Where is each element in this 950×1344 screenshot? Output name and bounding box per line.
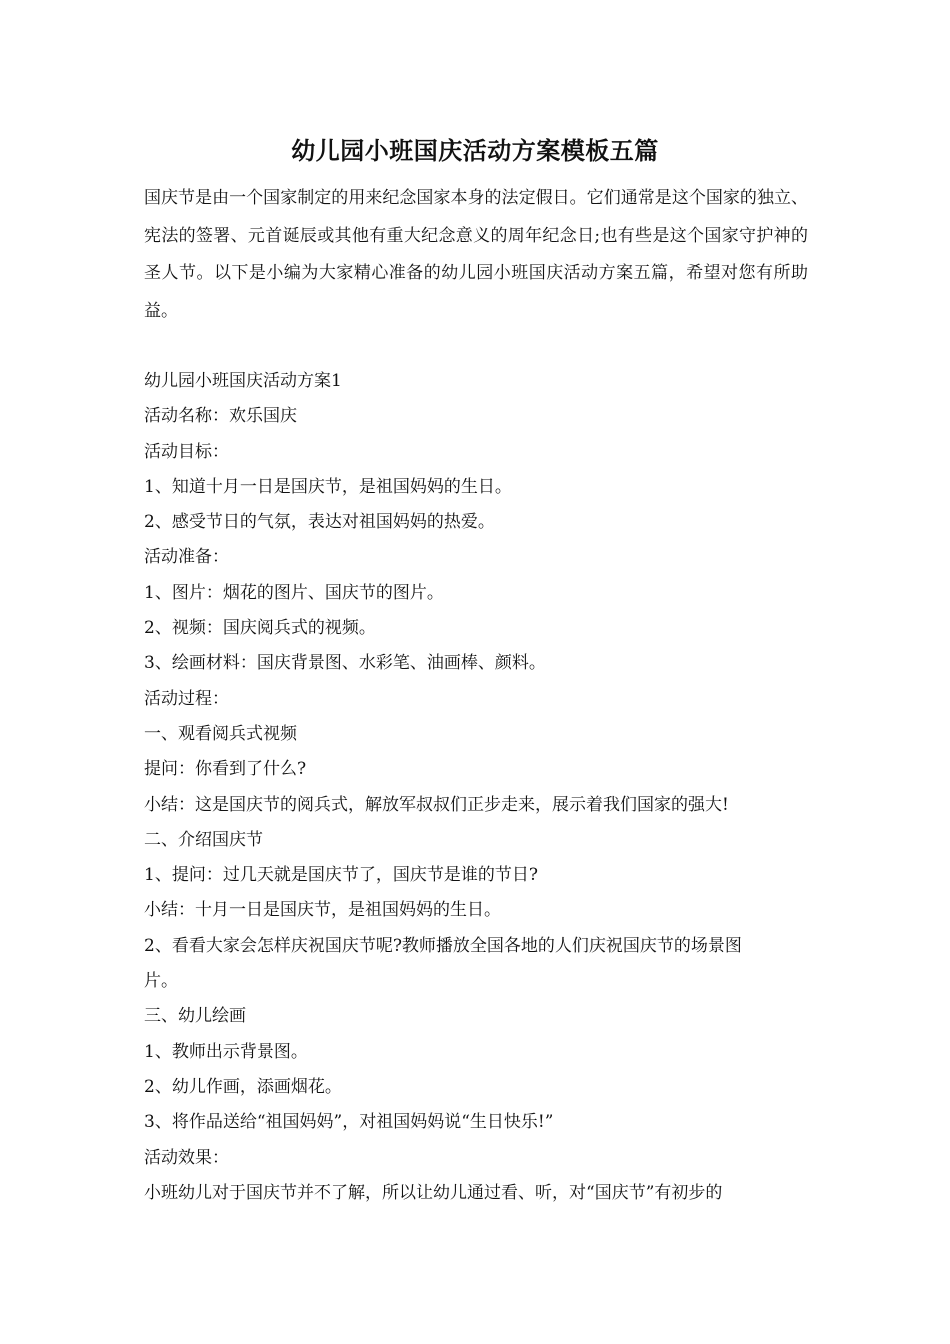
- text-line: 二、介绍国庆节: [144, 829, 263, 850]
- section-heading: 幼儿园小班国庆活动方案1: [144, 371, 342, 391]
- text-line: 提问：你看到了什么?: [144, 759, 307, 780]
- intro-paragraph: 国庆节是由一个国家制定的用来纪念国家本身的法定假日。它们通常是这个国家的独立、宪法的签署、元首诞辰或其他有重大纪念意义的周年纪念日;也有些是这个国家守护神的圣人节。以下是小编为大家精心准备的幼儿园小班国庆活动方案五篇，希望对您有所助益。: [144, 188, 808, 321]
- text-line: 1、提问：过几天就是国庆节了，国庆节是谁的节日?: [144, 865, 538, 886]
- text-line: 1、图片：烟花的图片、国庆节的图片。: [144, 582, 444, 603]
- text-line: 1、教师出示背景图。: [144, 1041, 308, 1062]
- text-line: 活动目标：: [144, 441, 229, 462]
- text-line: 小结：十月一日是国庆节，是祖国妈妈的生日。: [144, 900, 501, 921]
- text-line: 2、看看大家会怎样庆祝国庆节呢?教师播放全国各地的人们庆祝国庆节的场景图: [144, 935, 742, 956]
- text-line: 活动效果：: [144, 1147, 229, 1168]
- text-line: 2、感受节日的气氛，表达对祖国妈妈的热爱。: [144, 512, 495, 533]
- text-line: 2、幼儿作画，添画烟花。: [144, 1076, 342, 1097]
- text-line: 2、视频：国庆阅兵式的视频。: [144, 618, 376, 639]
- document-title: 幼儿园小班国庆活动方案模板五篇: [291, 136, 659, 165]
- text-line: 活动过程：: [144, 688, 229, 709]
- text-line: 一、观看阅兵式视频: [144, 723, 297, 744]
- text-line: 活动准备：: [144, 547, 229, 568]
- text-line: 片。: [144, 971, 178, 992]
- body-lines: [144, 364, 808, 1211]
- text-line: 活动名称：欢乐国庆: [144, 406, 297, 427]
- text-line: 1、知道十月一日是国庆节，是祖国妈妈的生日。: [144, 476, 512, 497]
- text-line: 3、绘画材料：国庆背景图、水彩笔、油画棒、颜料。: [144, 653, 546, 674]
- text-line: 三、幼儿绘画: [144, 1006, 246, 1027]
- text-line: 3、将作品送给“祖国妈妈”，对祖国妈妈说“生日快乐!”: [144, 1112, 554, 1133]
- text-line: 小结：这是国庆节的阅兵式，解放军叔叔们正步走来，展示着我们国家的强大!: [144, 794, 729, 815]
- text-line: 小班幼儿对于国庆节并不了解，所以让幼儿通过看、听，对“国庆节”有初步的: [144, 1182, 723, 1203]
